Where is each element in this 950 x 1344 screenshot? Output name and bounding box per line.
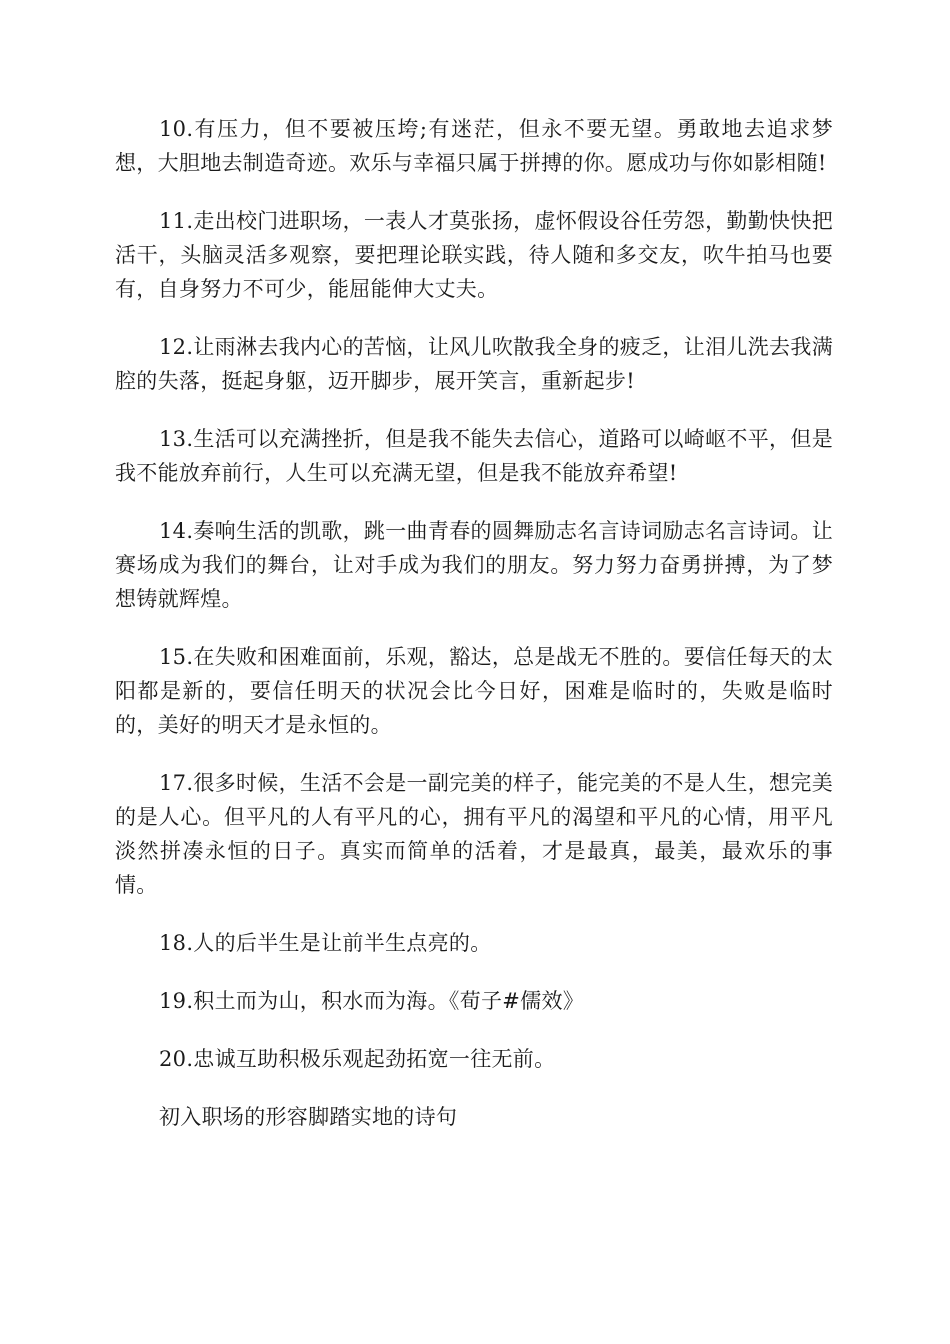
- paragraph-13: 13.生活可以充满挫折，但是我不能失去信心，道路可以崎岖不平，但是我不能放弃前行，人生可以充满无望，但是我不能放弃希望!: [115, 427, 833, 485]
- paragraph-20: 20.忠诚互助积极乐观起劲拓宽一往无前。: [159, 1047, 556, 1071]
- paragraph-18: 18.人的后半生是让前半生点亮的。: [159, 931, 492, 955]
- paragraph-12: 12.让雨淋去我内心的苦恼，让风儿吹散我全身的疲乏，让泪儿洗去我满腔的失落，挺起身躯，迈开脚步，展开笑言，重新起步!: [115, 335, 833, 393]
- paragraph-15: 15.在失败和困难面前，乐观，豁达，总是战无不胜的。要信任每天的太阳都是新的，要信任明天的状况会比今日好，困难是临时的，失败是临时的，美好的明天才是永恒的。: [115, 645, 833, 737]
- paragraph-11: 11.走出校门进职场，一表人才莫张扬，虚怀假设谷任劳怨，勤勤快快把活干，头脑灵活多观察，要把理论联实践，待人随和多交友，吹牛拍马也要有，自身努力不可少，能屈能伸大丈夫。: [115, 209, 833, 301]
- document-page: [115, 112, 833, 1158]
- paragraph-19: 19.积土而为山，积水而为海。《荀子#儒效》: [159, 989, 585, 1013]
- section-heading: 初入职场的形容脚踏实地的诗句: [159, 1105, 458, 1129]
- paragraph-17: 17.很多时候，生活不会是一副完美的样子，能完美的不是人生，想完美的是人心。但平凡的人有平凡的心，拥有平凡的渴望和平凡的心情，用平凡淡然拼凑永恒的日子。真实而简单的活着，才是最真，最美，最欢乐的事情。: [115, 771, 833, 897]
- paragraph-14: 14.奏响生活的凯歌，跳一曲青春的圆舞励志名言诗词励志名言诗词。让赛场成为我们的舞台，让对手成为我们的朋友。努力努力奋勇拼搏，为了梦想铸就辉煌。: [115, 519, 833, 611]
- paragraph-10: 10.有压力，但不要被压垮;有迷茫，但永不要无望。勇敢地去追求梦想，大胆地去制造奇迹。欢乐与幸福只属于拼搏的你。愿成功与你如影相随!: [115, 117, 833, 175]
